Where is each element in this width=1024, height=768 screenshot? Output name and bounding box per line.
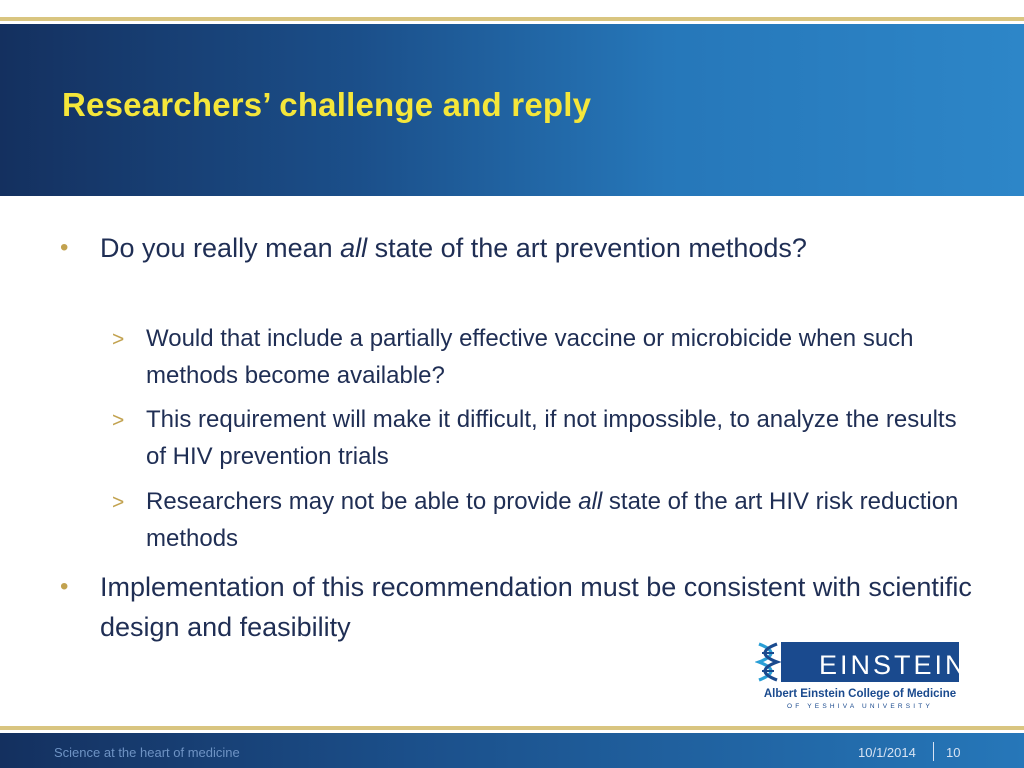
bullet-text: Implementation of this recommendation must be consistent with scientific design and feasibility xyxy=(100,572,972,642)
sub-bullet-item xyxy=(112,320,976,394)
bullet-icon: • xyxy=(60,234,69,261)
footer-divider xyxy=(933,742,934,761)
sub-bullet-item xyxy=(112,401,976,475)
footer-bar xyxy=(0,733,1024,768)
logo-college-name: Albert Einstein College of Medicine xyxy=(763,688,957,700)
sub-bullet-item xyxy=(112,483,976,557)
logo-wordmark: EINSTEIN xyxy=(819,650,968,680)
einstein-logo xyxy=(755,640,968,712)
bullet-item xyxy=(60,228,980,268)
sub-bullet-text: state of the art HIV risk reduction methods xyxy=(146,488,959,552)
sub-bullet-text: Researchers may not be able to provide xyxy=(146,488,579,515)
page-number: 10 xyxy=(946,745,961,760)
logo-wordmark-bar xyxy=(781,642,968,682)
chevron-right-icon: > xyxy=(112,409,125,432)
bullet-text: Do you really mean xyxy=(100,233,341,263)
footer-date: 10/1/2014 xyxy=(858,745,916,760)
slide-title: Researchers’ challenge and reply xyxy=(62,86,592,123)
bullet-text: state of the art prevention methods? xyxy=(367,233,807,263)
bullet-icon: • xyxy=(60,573,69,600)
chevron-right-icon: > xyxy=(112,491,125,514)
sub-bullet-text: Would that include a partially effective vaccine or microbicide when such methods become available? xyxy=(146,325,914,389)
bullet-item xyxy=(60,567,980,647)
footer-tagline: Science at the heart of medicine xyxy=(54,745,240,760)
logo-university-name: OF YESHIVA UNIVERSITY xyxy=(786,703,934,710)
sub-bullet-emphasis: all xyxy=(578,488,603,515)
sub-bullet-text: This requirement will make it difficult, if not impossible, to analyze the results of HIV prevention trials xyxy=(146,406,957,470)
bottom-gold-rule xyxy=(0,726,1024,730)
bullet-emphasis: all xyxy=(340,233,368,263)
dna-helix-icon xyxy=(755,640,781,686)
chevron-right-icon: > xyxy=(112,328,125,351)
